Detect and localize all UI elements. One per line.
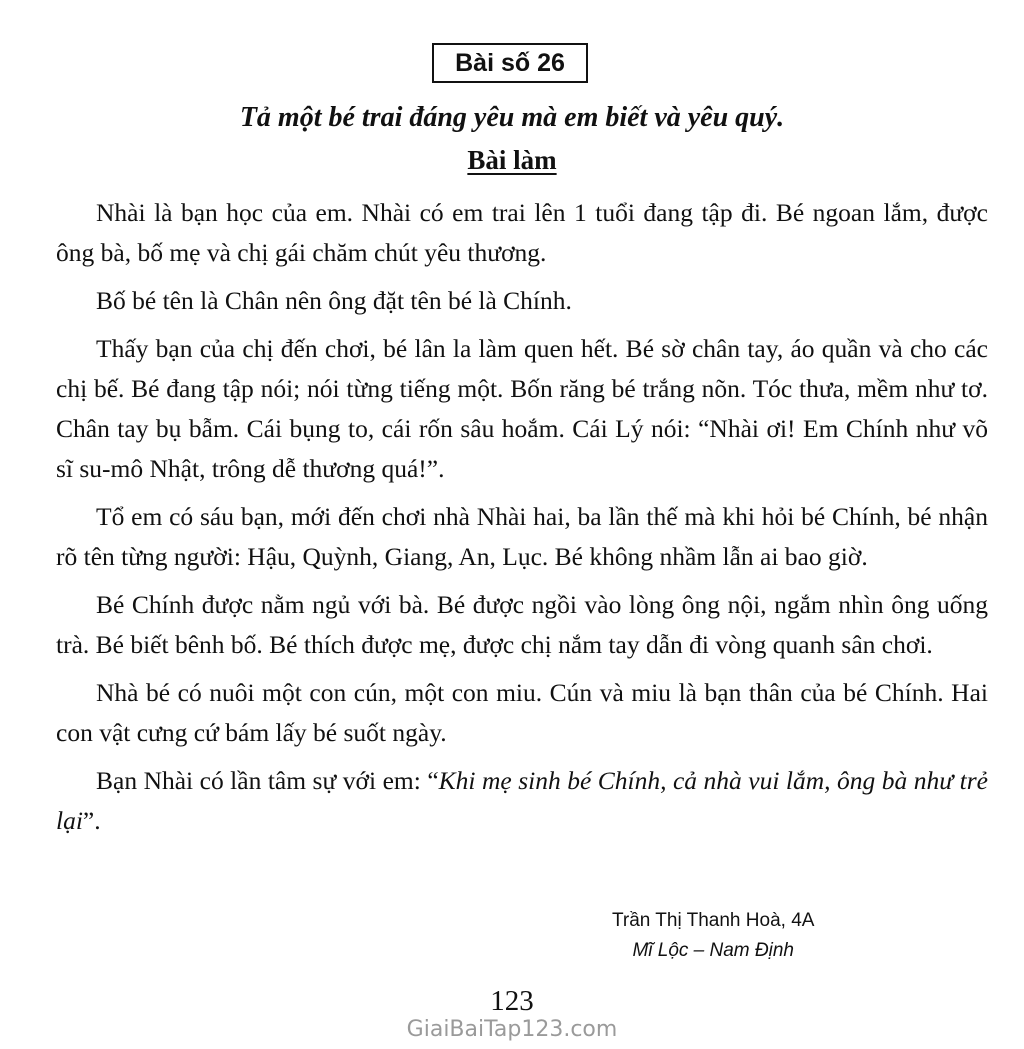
page-number: 123 <box>490 985 534 1017</box>
essay-body <box>56 193 988 849</box>
essay-paragraph-3: Thấy bạn của chị đến chơi, bé lân la làm quen hết. Bé sờ chân tay, áo quần và cho các chị bế. Bé đang tập nói; nói từng tiếng một. Bốn răng bé trắng nõn. Tóc thưa, mềm như tơ. Chân tay bụ bẫm. Cái bụng to, cái rốn sâu hoắm. Cái Lý nói: “Nhài ơi! Em Chính như võ sĩ su-mô Nhật, trông dễ thương quá!”. <box>56 334 988 483</box>
essay-paragraph-2: Bố bé tên là Chân nên ông đặt tên bé là Chính. <box>96 286 572 315</box>
author-place: Mĩ Lộc – Nam Định <box>632 940 794 961</box>
essay-topic: Tả một bé trai đáng yêu mà em biết và yêu quý. <box>239 102 785 133</box>
paragraph-7-intro: Bạn Nhài có lần tâm sự với em: “ <box>96 766 439 795</box>
paragraph-7-end: ”. <box>82 806 101 835</box>
essay-paragraph-4: Tổ em có sáu bạn, mới đến chơi nhà Nhài hai, ba lần thế mà khi hỏi bé Chính, bé nhận rõ tên từng người: Hậu, Quỳnh, Giang, An, Lục. Bé không nhầm lẫn ai bao giờ. <box>56 502 988 571</box>
author-name: Trần Thị Thanh Hoà, 4A <box>612 910 815 931</box>
site-watermark: GiaiBaiTap123.com <box>406 1017 618 1042</box>
essay-paragraph-1: Nhài là bạn học của em. Nhài có em trai lên 1 tuổi đang tập đi. Bé ngoan lắm, được ông bà, bố mẹ và chị gái chăm chút yêu thương. <box>56 198 988 267</box>
essay-heading-text: Bài làm <box>467 145 557 175</box>
essay-paragraph-5: Bé Chính được nằm ngủ với bà. Bé được ngồi vào lòng ông nội, ngắm nhìn ông uống trà. Bé biết bênh bố. Bé thích được mẹ, được chị nắm tay dẫn đi vòng quanh sân chơi. <box>56 590 988 659</box>
author-signature <box>612 906 814 966</box>
essay-paragraph-7 <box>56 761 988 841</box>
lesson-number-label: Bài số 26 <box>455 48 565 77</box>
lesson-number-box <box>432 43 588 83</box>
essay-heading <box>0 142 1024 178</box>
paragraph-7-quote: Khi mẹ sinh bé Chính, cả nhà vui lắm, ông bà như trẻ lại <box>56 766 988 835</box>
essay-paragraph-6: Nhà bé có nuôi một con cún, một con miu. Cún và miu là bạn thân của bé Chính. Hai con vật cưng cứ bám lấy bé suốt ngày. <box>56 678 988 747</box>
